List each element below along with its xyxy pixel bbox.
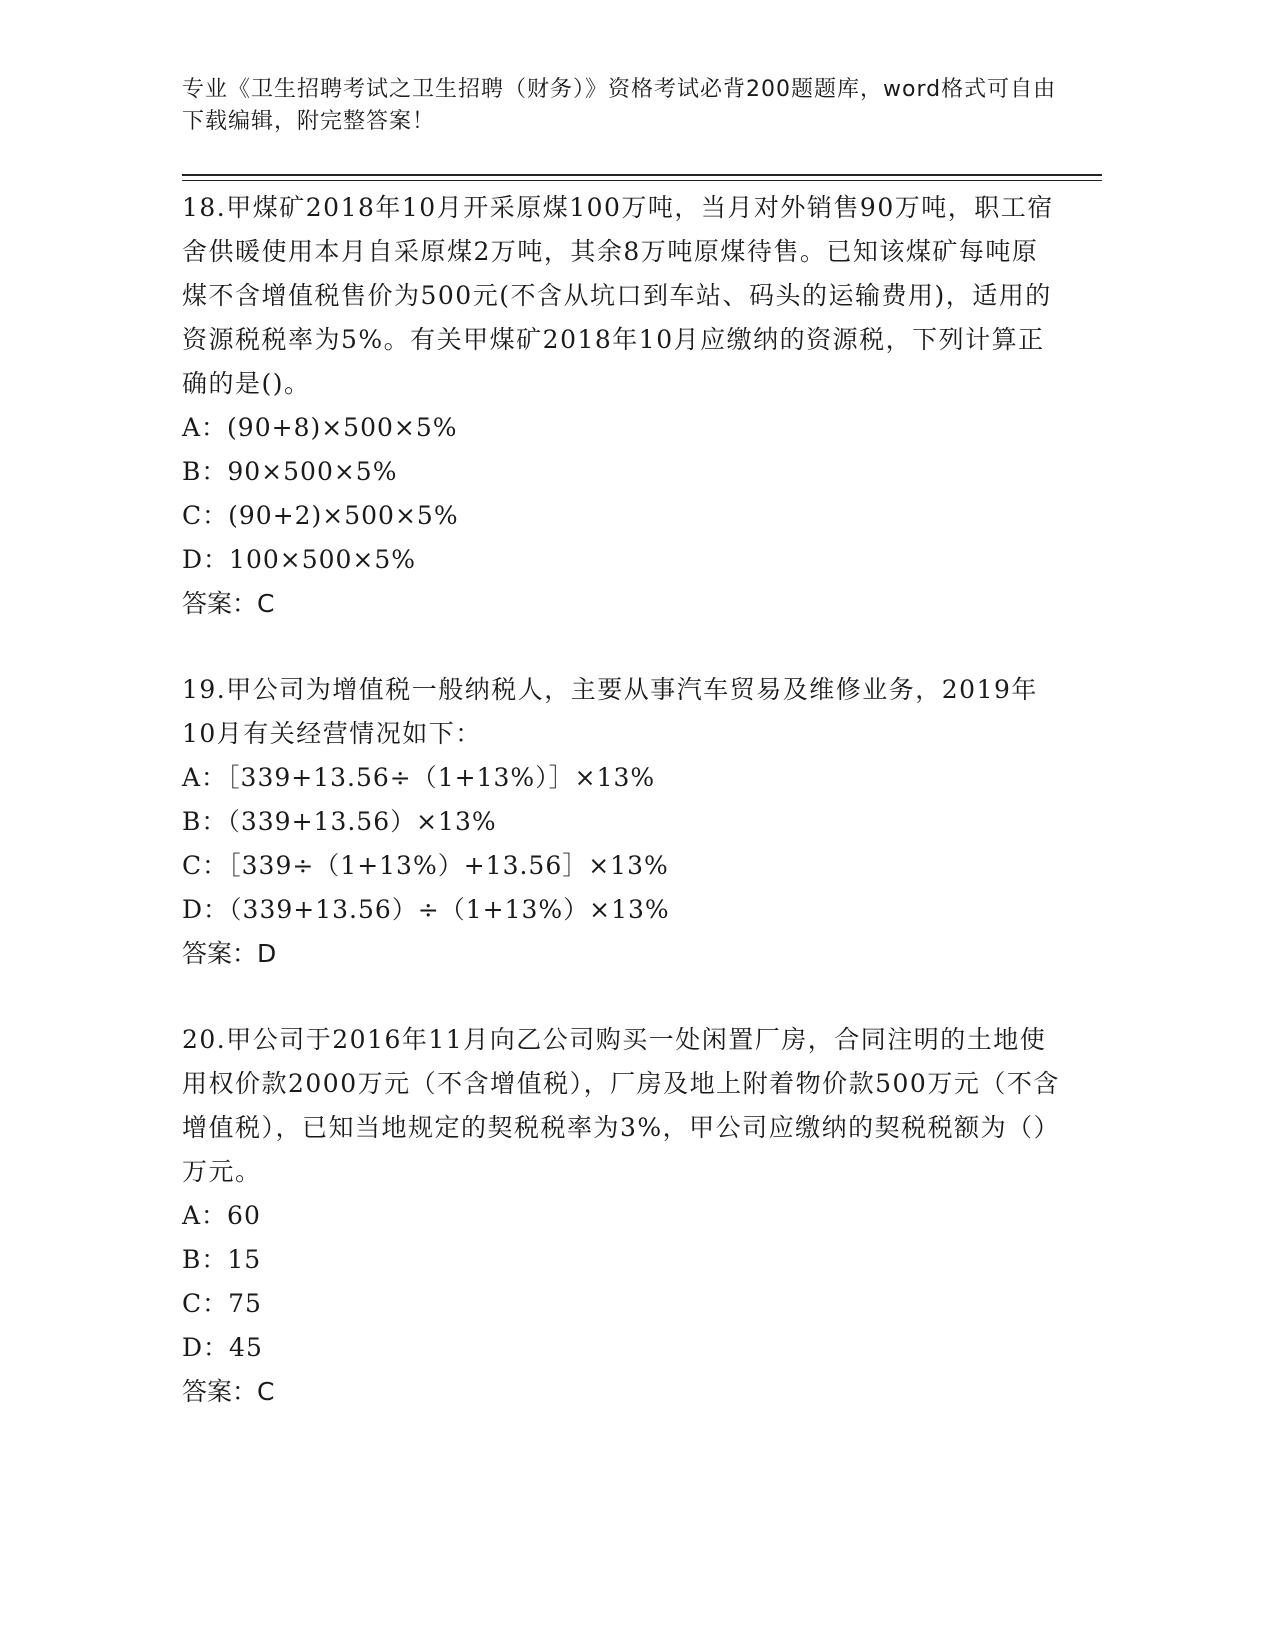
header-divider-thin xyxy=(182,180,1102,181)
option-c: C：(90+2)×500×5% xyxy=(182,501,459,530)
option-d: D：45 xyxy=(182,1333,263,1362)
option-a: A：(90+8)×500×5% xyxy=(182,413,458,442)
option-d: D：（339+13.56）÷（1+13%）×13% xyxy=(182,895,670,924)
option-c: C：［339÷（1+13%）+13.56］×13% xyxy=(182,851,669,880)
question-stem: 19.甲公司为增值税一般纳税人，主要从事汽车贸易及维修业务，2019年10月有关经营情况如下： xyxy=(182,675,1038,748)
option-a: A：60 xyxy=(182,1201,261,1230)
option-d: D：100×500×5% xyxy=(182,545,417,574)
question-stem: 20.甲公司于2016年11月向乙公司购买一处闲置厂房，合同注明的土地使用权价款2000万元（不含增值税），厂房及地上附着物价款500万元（不含增值税），已知当地规定的契税税率为3%，甲公司应缴纳的契税税额为（）万元。 xyxy=(182,1025,1061,1186)
question-19 xyxy=(182,668,1062,976)
option-c: C：75 xyxy=(182,1289,262,1318)
header-divider-thick xyxy=(182,174,1102,176)
answer-line: 答案：C xyxy=(182,589,275,618)
document-header: 专业《卫生招聘考试之卫生招聘（财务）》资格考试必背200题题库，word格式可自由下载编辑，附完整答案！ xyxy=(182,77,1057,134)
option-b: B：15 xyxy=(182,1245,262,1274)
question-list xyxy=(182,186,1062,1456)
question-stem: 18.甲煤矿2018年10月开采原煤100万吨，当月对外销售90万吨，职工宿舍供暖使用本月自采原煤2万吨，其余8万吨原煤待售。已知该煤矿每吨原煤不含增值税售价为500元(不含从坑口到车站、码头的运输费用)，适用的资源税税率为5%。有关甲煤矿2018年10月应缴纳的资源税，下列计算正确的是()。 xyxy=(182,193,1054,398)
answer-line: 答案：D xyxy=(182,939,277,968)
option-b: B：90×500×5% xyxy=(182,457,398,486)
option-a: A：［339+13.56÷（1+13%）］×13% xyxy=(182,763,656,792)
question-20 xyxy=(182,1018,1062,1414)
answer-line: 答案：C xyxy=(182,1377,275,1406)
question-18 xyxy=(182,186,1062,626)
option-b: B：（339+13.56）×13% xyxy=(182,807,497,836)
